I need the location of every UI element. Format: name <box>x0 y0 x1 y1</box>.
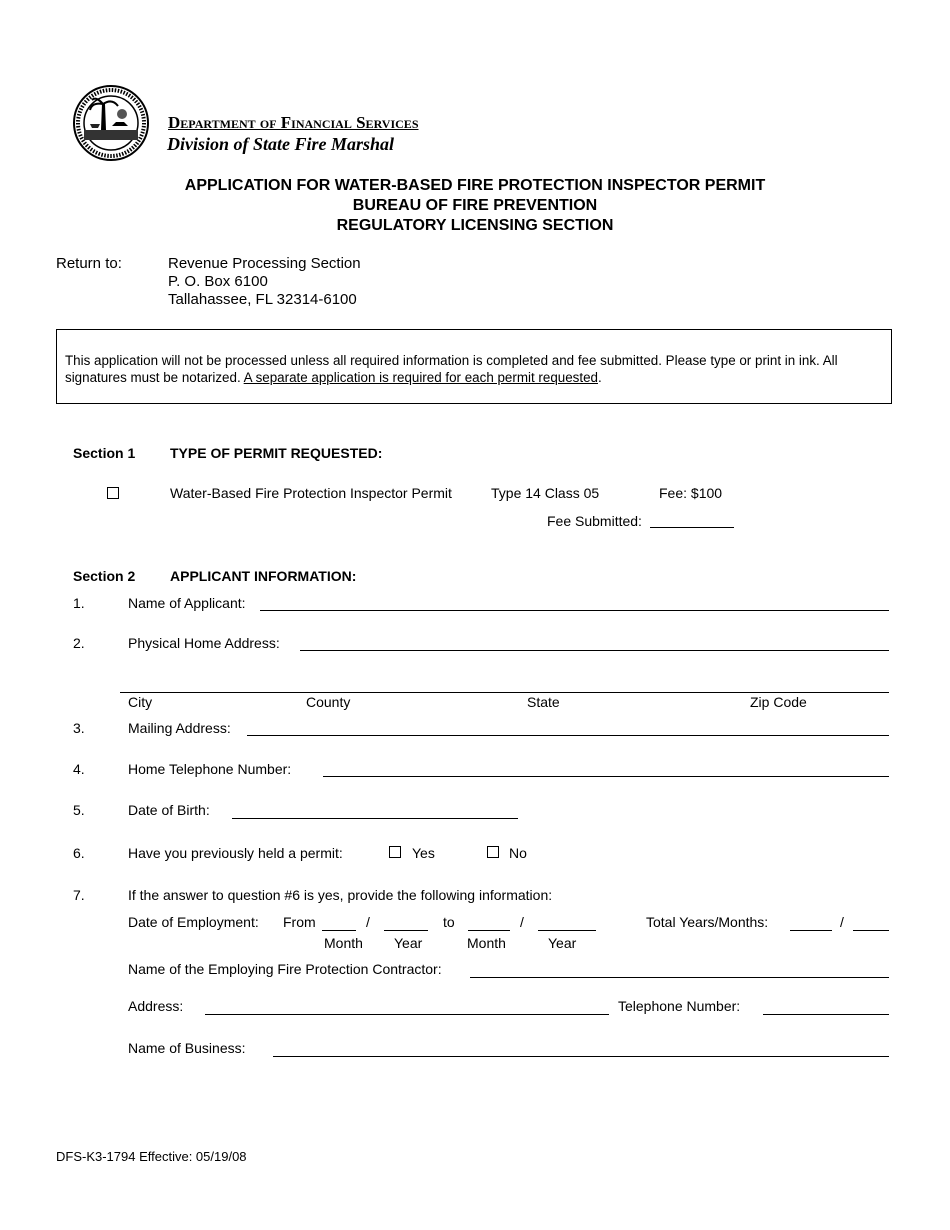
date-separator: / <box>366 914 370 930</box>
contractor-name-field[interactable] <box>470 977 889 978</box>
applicant-name-field[interactable] <box>260 610 889 611</box>
month-sublabel: Month <box>467 935 506 951</box>
state-sublabel: State <box>527 694 560 710</box>
total-years-field[interactable] <box>790 930 832 931</box>
prior-employment-instruction: If the answer to question #6 is yes, provide the following information: <box>128 887 553 903</box>
from-year-field[interactable] <box>384 930 428 931</box>
question-number: 3. <box>73 720 85 736</box>
return-to-label: Return to: <box>56 255 122 272</box>
permit-name: Water-Based Fire Protection Inspector Permit <box>170 485 452 501</box>
mailing-address-field[interactable] <box>247 735 889 736</box>
from-label: From <box>283 914 316 930</box>
to-month-field[interactable] <box>468 930 510 931</box>
to-label: to <box>443 914 455 930</box>
permit-type-class: Type 14 Class 05 <box>491 485 600 501</box>
return-address <box>168 255 361 309</box>
permit-fee: Fee: $100 <box>659 485 723 501</box>
home-address-city-field[interactable] <box>120 692 889 693</box>
bureau-title: BUREAU OF FIRE PREVENTION <box>352 197 598 214</box>
form-id: DFS-K3-1794 Effective: 05/19/08 <box>56 1149 247 1164</box>
section-2-label: Section 2 <box>73 568 136 584</box>
mailing-address-label: Mailing Address: <box>128 720 231 736</box>
yes-label: Yes <box>412 845 435 861</box>
business-name-label: Name of Business: <box>128 1040 246 1056</box>
business-name-field[interactable] <box>273 1056 889 1057</box>
county-sublabel: County <box>306 694 351 710</box>
department-name: Department of Financial Services <box>168 113 419 132</box>
city-sublabel: City <box>128 694 153 710</box>
total-separator: / <box>840 914 844 930</box>
notice-line-2: signatures must be notarized. A separate application is required for each permit requested. <box>65 370 602 385</box>
division-name: Division of State Fire Marshal <box>167 134 395 154</box>
total-years-months-label: Total Years/Months: <box>646 914 769 930</box>
permit-type-checkbox[interactable] <box>107 487 119 499</box>
question-number: 1. <box>73 595 85 611</box>
return-address-line: Tallahassee, FL 32314-6100 <box>168 291 357 308</box>
contractor-telephone-label: Telephone Number: <box>618 998 741 1014</box>
form-title: APPLICATION FOR WATER-BASED FIRE PROTECTION INSPECTOR PERMIT <box>184 177 766 194</box>
year-sublabel: Year <box>548 935 577 951</box>
question-number: 7. <box>73 887 85 903</box>
previous-permit-label: Have you previously held a permit: <box>128 845 343 861</box>
contractor-address-field[interactable] <box>205 1014 609 1015</box>
question-number: 5. <box>73 802 85 818</box>
return-address-line: P. O. Box 6100 <box>168 273 268 290</box>
fee-submitted-field[interactable] <box>650 527 734 528</box>
section-1-title: TYPE OF PERMIT REQUESTED: <box>170 445 383 461</box>
contractor-address-label: Address: <box>128 998 184 1014</box>
contractor-telephone-field[interactable] <box>763 1014 889 1015</box>
section-1-label: Section 1 <box>73 445 136 461</box>
date-of-birth-label: Date of Birth: <box>128 802 210 818</box>
home-address-field[interactable] <box>300 650 889 651</box>
return-address-line: Revenue Processing Section <box>168 255 361 272</box>
no-label: No <box>509 845 527 861</box>
contractor-name-label: Name of the Employing Fire Protection Contractor: <box>128 961 442 977</box>
notice-separate-application: A separate application is required for each permit requested <box>243 370 598 385</box>
state-seal-icon <box>72 84 150 162</box>
year-sublabel: Year <box>394 935 423 951</box>
home-address-label: Physical Home Address: <box>128 635 280 651</box>
date-of-birth-field[interactable] <box>232 818 518 819</box>
from-month-field[interactable] <box>322 930 356 931</box>
home-telephone-label: Home Telephone Number: <box>128 761 292 777</box>
total-months-field[interactable] <box>853 930 889 931</box>
to-year-field[interactable] <box>538 930 596 931</box>
previous-permit-yes-checkbox[interactable] <box>389 846 401 858</box>
notice-box <box>56 329 892 404</box>
notice-line-1: This application will not be processed unless all required information is completed and fee submitted. Please type or print in ink. All <box>65 353 838 368</box>
applicant-name-label: Name of Applicant: <box>128 595 246 611</box>
month-sublabel: Month <box>324 935 363 951</box>
question-number: 4. <box>73 761 85 777</box>
zip-code-sublabel: Zip Code <box>750 694 807 710</box>
form-title-block <box>0 176 950 236</box>
home-telephone-field[interactable] <box>323 776 889 777</box>
section-title: REGULATORY LICENSING SECTION <box>336 217 614 234</box>
previous-permit-no-checkbox[interactable] <box>487 846 499 858</box>
date-of-employment-label: Date of Employment: <box>128 914 259 930</box>
notice-text <box>65 352 838 386</box>
section-2-title: APPLICANT INFORMATION: <box>170 568 357 584</box>
date-separator: / <box>520 914 524 930</box>
question-number: 6. <box>73 845 85 861</box>
fee-submitted-label: Fee Submitted: <box>547 513 642 529</box>
question-number: 2. <box>73 635 85 651</box>
